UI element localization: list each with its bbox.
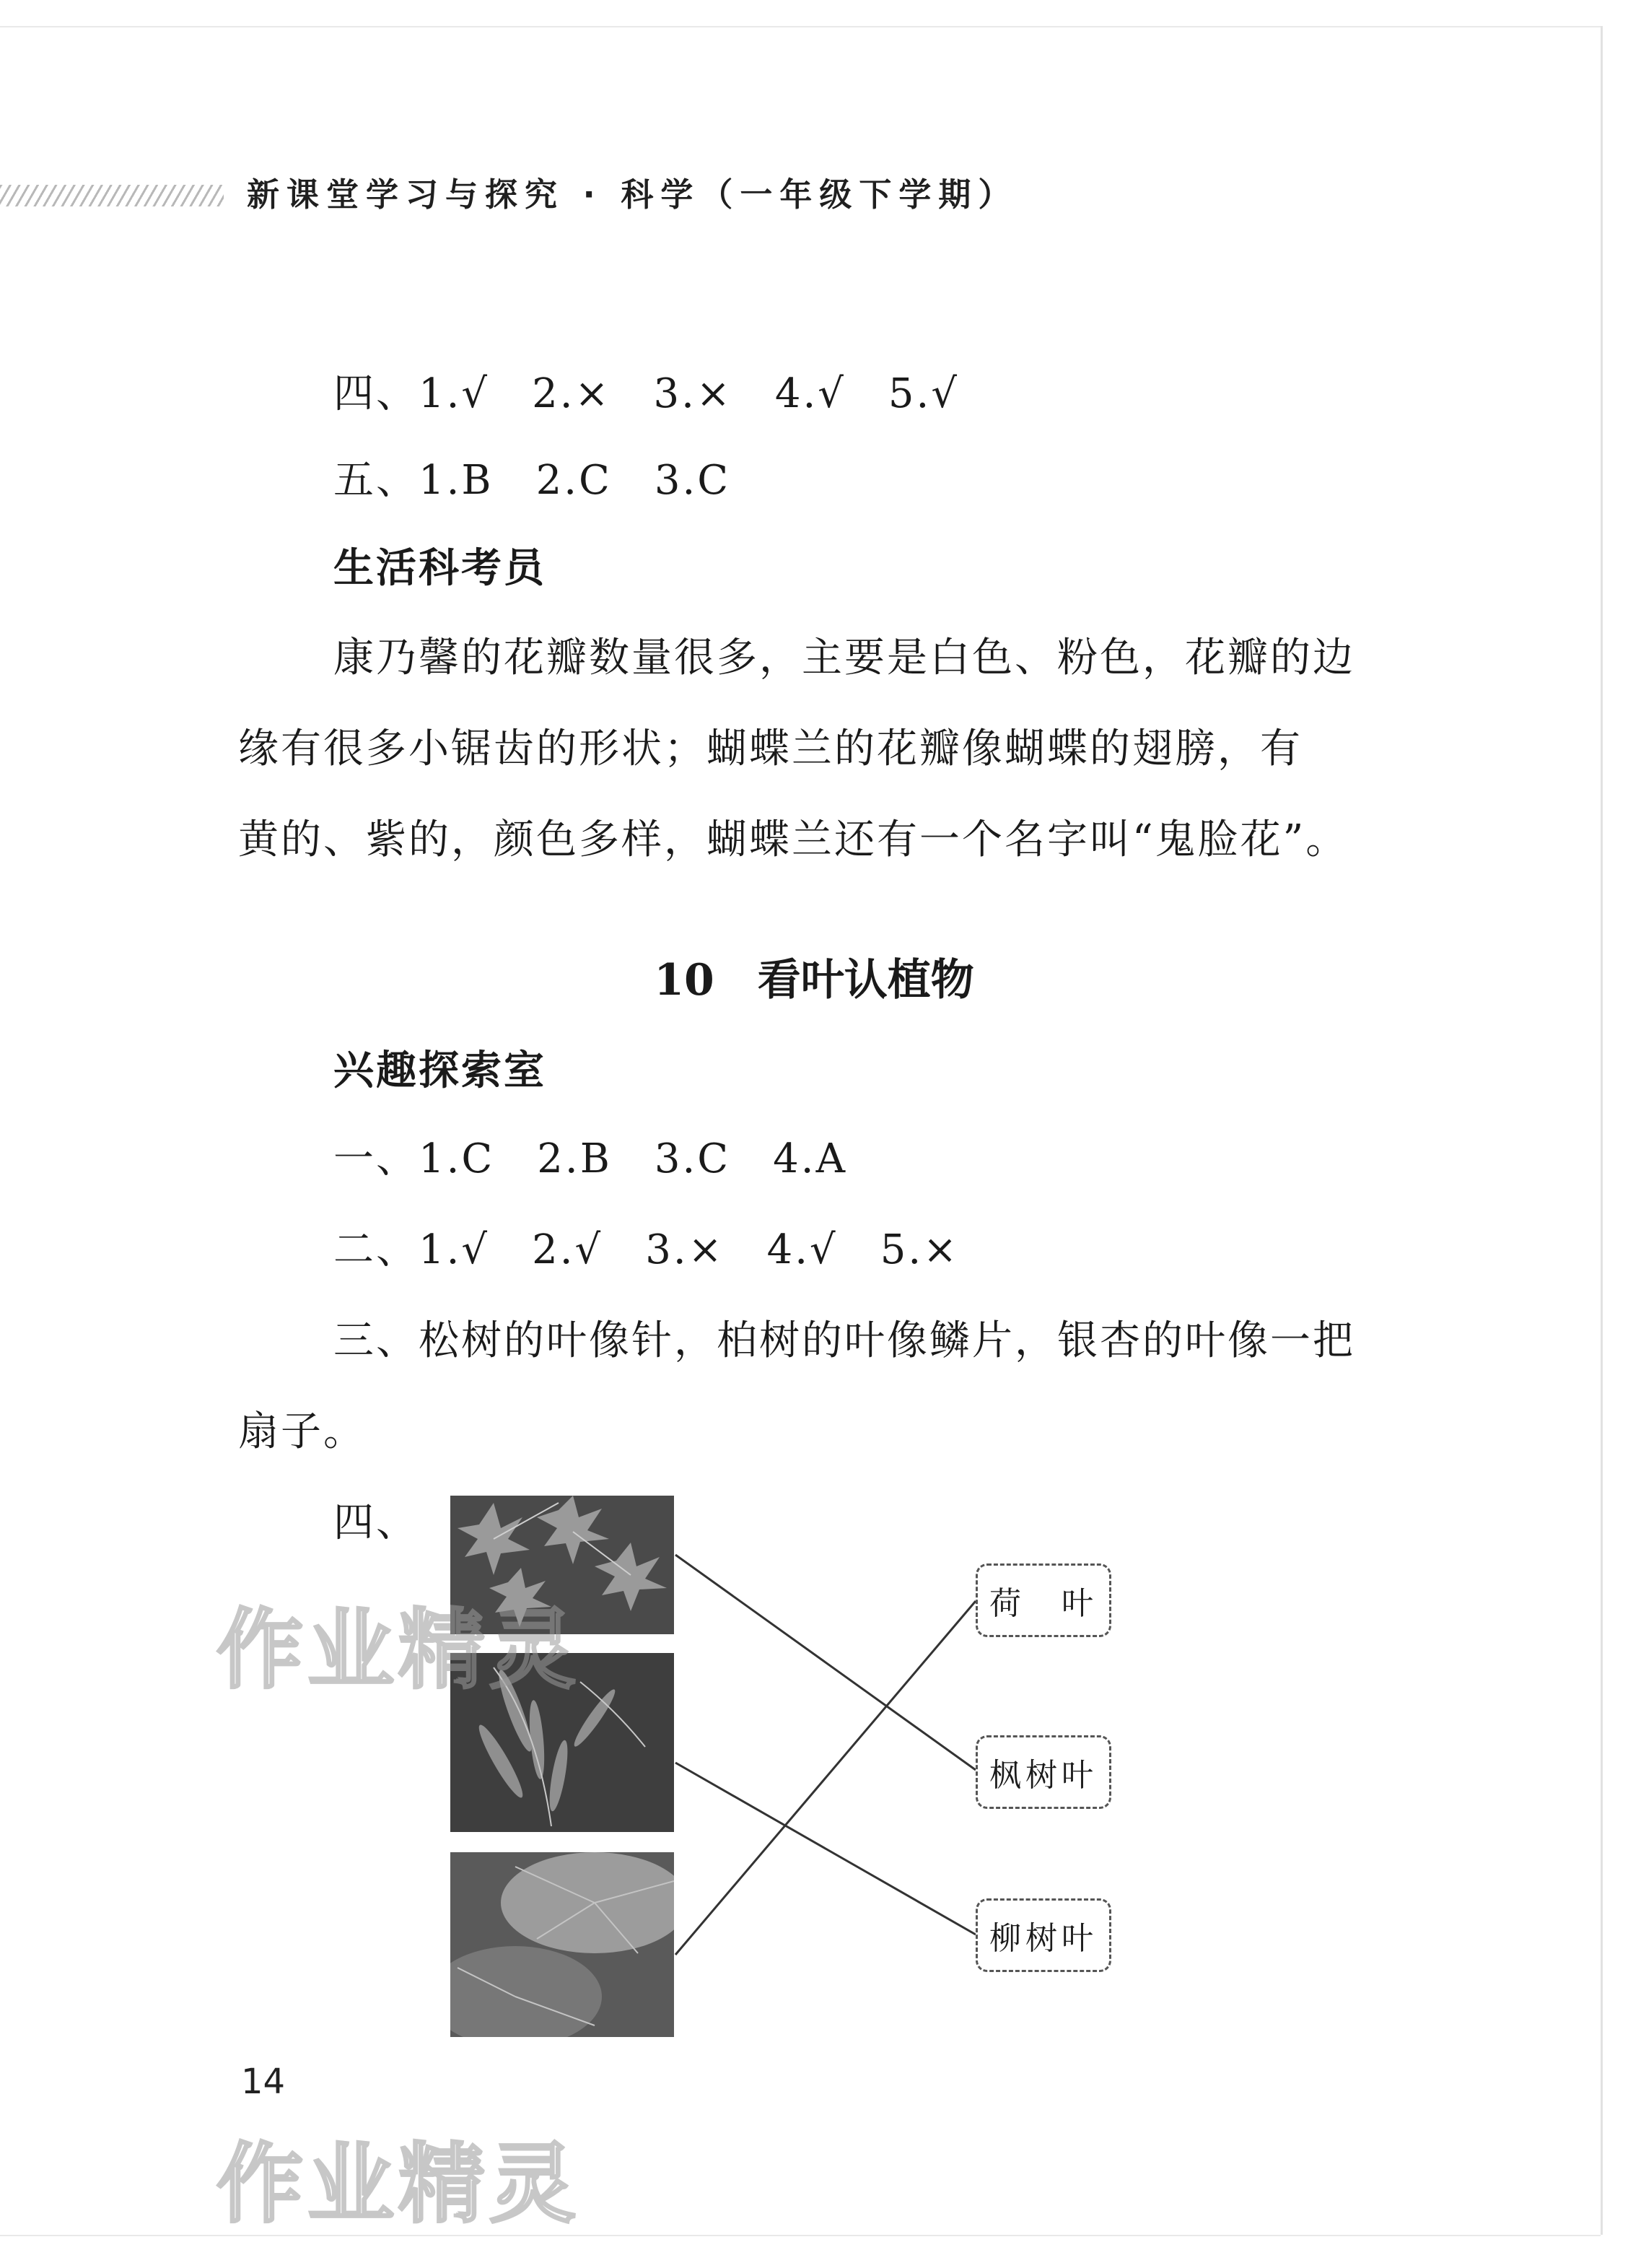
- match-line-lotus: [675, 1601, 976, 1955]
- watermark-bottom: 作业精灵: [216, 2134, 580, 2235]
- header-title: 新课堂学习与探究 · 科学（一年级下学期）: [247, 175, 1018, 214]
- watermark-middle: 作业精灵: [216, 1600, 580, 1701]
- page-number: 14: [241, 2062, 286, 2102]
- label-box-lotus: 荷 叶: [976, 1563, 1111, 1637]
- match-line-maple: [675, 1555, 976, 1770]
- answer-q4-prev: 四、1.√ 2.× 3.× 4.√ 5.√: [333, 370, 960, 417]
- lesson-answer-q3-line-1: 三、松树的叶像针，柏树的叶像鳞片，银杏的叶像一把: [333, 1317, 1355, 1364]
- life-section-heading: 生活科考员: [333, 545, 546, 592]
- lesson-title-text: 看叶认植物: [757, 955, 974, 1006]
- lesson-answer-q3-line-2: 扇子。: [238, 1408, 366, 1455]
- label-box-willow: 柳树叶: [976, 1898, 1111, 1972]
- lesson-number: 10: [654, 955, 714, 1006]
- life-paragraph-line-2: 缘有很多小锯齿的形状；蝴蝶兰的花瓣像蝴蝶的翅膀，有: [238, 725, 1303, 772]
- lesson-answer-q2: 二、1.√ 2.√ 3.× 4.√ 5.×: [333, 1226, 960, 1273]
- lesson-subheading: 兴趣探索室: [333, 1047, 546, 1094]
- match-line-willow: [675, 1763, 976, 1935]
- label-box-maple: 枫树叶: [976, 1735, 1111, 1809]
- lesson-answer-q4-label: 四、: [333, 1499, 419, 1546]
- life-paragraph-line-3: 黄的、紫的，颜色多样，蝴蝶兰还有一个名字叫“鬼脸花”。: [238, 816, 1349, 863]
- life-paragraph-line-1: 康乃馨的花瓣数量很多，主要是白色、粉色，花瓣的边: [333, 634, 1355, 681]
- answer-q5-prev: 五、1.B 2.C 3.C: [333, 457, 731, 504]
- lesson-answer-q1: 一、1.C 2.B 3.C 4.A: [333, 1135, 848, 1182]
